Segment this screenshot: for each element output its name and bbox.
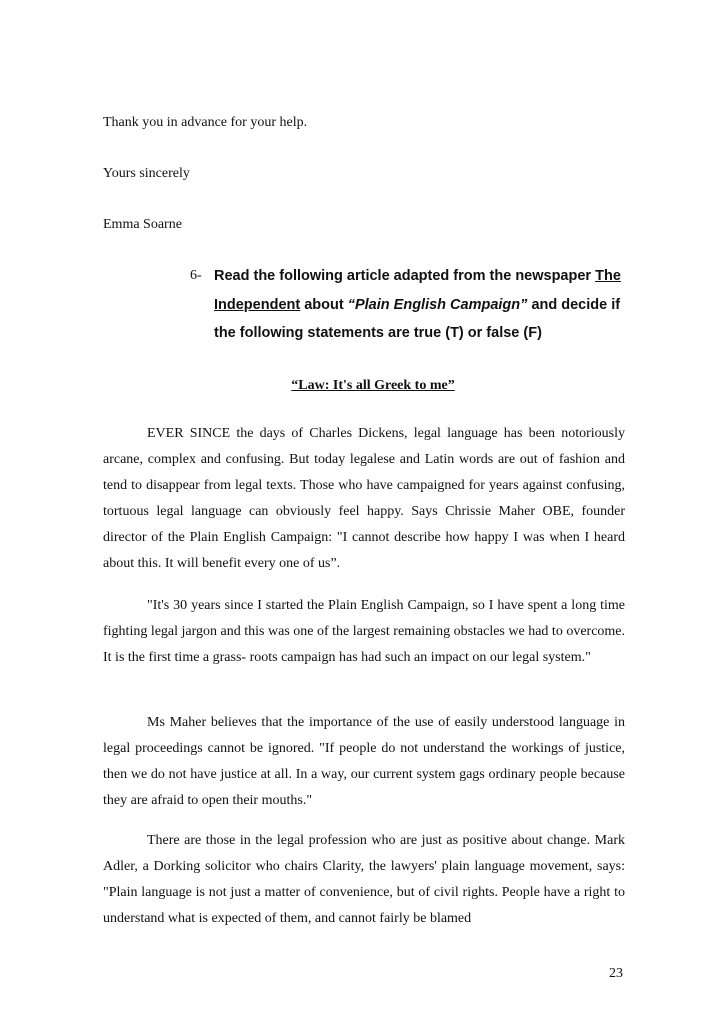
article-title: “Law: It's all Greek to me”	[291, 378, 455, 393]
task-text	[214, 262, 634, 348]
task-text-part3: and decide if the following statements are true (T) or false (F)	[214, 296, 621, 341]
letter-thanks: Thank you in advance for your help.	[103, 115, 308, 130]
article-paragraph-3: Ms Maher believes that the importance of the use of easily understood language in legal proceedings cannot be ignored. "If people do not understand the workings of justice, then we do not have justice at all. In a way, our current system gags ordinary people because they are afraid to open their mouths."	[103, 715, 625, 809]
task-text-part2: about	[304, 296, 344, 313]
task-number: 6-	[190, 268, 202, 283]
page-number: 23	[609, 966, 623, 981]
article-paragraph-2: "It's 30 years since I started the Plain English Campaign, so I have spent a long time fighting legal jargon and this was one of the largest remaining obstacles we had to overcome. It is the first time a grass- roots campaign has had such an impact on our legal system."	[103, 598, 626, 666]
newspaper-name: The Independent	[214, 268, 621, 313]
task-text-part1: Read the following article adapted from the newspaper	[214, 268, 592, 284]
article-paragraph-4: There are those in the legal profession who are just as positive about change. Mark Adler, a Dorking solicitor who chairs Clarity, the lawyers' plain language movement, says: "Plain language is not just a matter of convenience, but of civil rights. People have a right to understand what is expected of them, and cannot fairly be blamed	[103, 833, 625, 927]
article-paragraph-1: EVER SINCE the days of Charles Dickens, legal language has been notoriously arcane, complex and confusing. But today legalese and Latin words are out of fashion and tend to disappear from legal texts. Those who have campaigned for years against confusing, tortuous legal language can obviously feel happy. Says Chrissie Maher OBE, founder director of the Plain English Campaign: "I cannot describe how happy I was when I heard about this. It will benefit every one of us”.	[103, 426, 625, 572]
letter-closing: Yours sincerely	[103, 166, 190, 181]
letter-signature: Emma Soarne	[103, 217, 182, 232]
campaign-name: “Plain English Campaign”	[347, 296, 528, 313]
